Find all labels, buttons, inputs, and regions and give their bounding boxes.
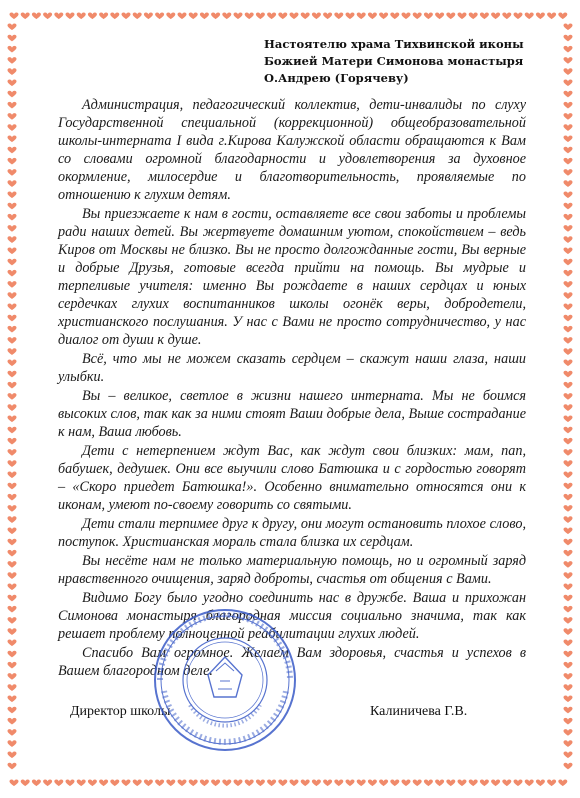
- heart-icon: [424, 12, 433, 19]
- heart-icon: [563, 606, 572, 613]
- heart-icon: [469, 779, 478, 786]
- heart-icon: [563, 292, 572, 299]
- heart-icon: [7, 135, 16, 142]
- heart-icon: [7, 583, 16, 590]
- heart-icon: [43, 12, 52, 19]
- heart-icon: [413, 12, 422, 19]
- heart-icon: [256, 12, 265, 19]
- heart-icon: [7, 79, 16, 86]
- heart-icon: [121, 779, 130, 786]
- heart-icon: [7, 684, 16, 691]
- heart-icon: [563, 23, 572, 30]
- heart-icon: [7, 124, 16, 131]
- addressee-line-1: Настоятелю храма Тихвинской иконы: [264, 37, 524, 51]
- heart-icon: [401, 12, 410, 19]
- paragraph: Администрация, педагогический коллектив, дети-инвалиды по слуху Государственной специальной (коррекционной) общеобразовательной школы-интерната I вида г.Кирова Калужской области обращаются к Вам со словами огромной благодарности и удовлетворения за духовное окормление, милосердие и благотворительность, проявляемые по отношению к глухим детям.: [58, 97, 526, 203]
- heart-icon: [563, 270, 572, 277]
- heart-icon: [563, 471, 572, 478]
- heart-icon: [189, 779, 198, 786]
- heart-icon: [323, 779, 332, 786]
- heart-icon: [7, 35, 16, 42]
- heart-icon: [435, 12, 444, 19]
- heart-icon: [563, 326, 572, 333]
- official-seal-stamp: [150, 605, 300, 755]
- heart-icon: [7, 102, 16, 109]
- heart-icon: [379, 779, 388, 786]
- heart-icon: [99, 779, 108, 786]
- heart-icon: [7, 471, 16, 478]
- heart-icon: [144, 779, 153, 786]
- heart-icon: [491, 779, 500, 786]
- heart-icon: [7, 292, 16, 299]
- heart-icon: [513, 779, 522, 786]
- heart-icon: [9, 779, 18, 786]
- heart-icon: [368, 779, 377, 786]
- heart-icon: [21, 779, 30, 786]
- heart-icon: [563, 673, 572, 680]
- heart-icon: [7, 494, 16, 501]
- heart-icon: [7, 23, 16, 30]
- heart-icon: [267, 779, 276, 786]
- heart-icon: [177, 779, 186, 786]
- heart-icon: [563, 729, 572, 736]
- letter-body: [58, 96, 526, 681]
- heart-icon: [32, 12, 41, 19]
- heart-icon: [267, 12, 276, 19]
- heart-icon: [7, 247, 16, 254]
- heart-icon: [563, 639, 572, 646]
- heart-icon: [379, 12, 388, 19]
- heart-icon: [7, 527, 16, 534]
- heart-icon: [245, 12, 254, 19]
- heart-icon: [345, 12, 354, 19]
- heart-icon: [7, 91, 16, 98]
- heart-icon: [7, 348, 16, 355]
- heart-icon: [563, 225, 572, 232]
- heart-icon: [536, 779, 545, 786]
- heart-icon: [513, 12, 522, 19]
- heart-icon: [289, 779, 298, 786]
- heart-icon: [222, 12, 231, 19]
- paragraph: Спасибо Вам огромное. Желаем Вам здоровья, счастья и успехов в Вашем благородном деле.: [58, 645, 526, 679]
- heart-icon: [563, 449, 572, 456]
- heart-icon: [133, 779, 142, 786]
- heart-icon: [7, 572, 16, 579]
- heart-icon: [7, 281, 16, 288]
- heart-icon: [563, 348, 572, 355]
- heart-icon: [7, 113, 16, 120]
- heart-icon: [536, 12, 545, 19]
- heart-icon: [563, 382, 572, 389]
- heart-icon: [289, 12, 298, 19]
- paragraph: Вы – великое, светлое в жизни нашего интерната. Мы не боимся высоких слов, так как за ними стоят Ваши добрые дела, Выше сострадание к нам, Ваша любовь.: [58, 388, 526, 440]
- heart-icon: [334, 779, 343, 786]
- heart-icon: [43, 779, 52, 786]
- heart-icon: [547, 779, 556, 786]
- heart-icon: [457, 12, 466, 19]
- heart-icon: [563, 180, 572, 187]
- heart-icon: [121, 12, 130, 19]
- heart-icon: [9, 12, 18, 19]
- heart-icon: [312, 12, 321, 19]
- heart-icon: [166, 779, 175, 786]
- heart-icon: [563, 707, 572, 714]
- heart-icon: [563, 751, 572, 758]
- heart-icon: [446, 12, 455, 19]
- heart-icon: [446, 779, 455, 786]
- heart-icon: [7, 315, 16, 322]
- heart-icon: [401, 779, 410, 786]
- heart-icon: [88, 779, 97, 786]
- heart-icon: [563, 79, 572, 86]
- heart-icon: [233, 12, 242, 19]
- heart-icon: [7, 68, 16, 75]
- heart-icon: [312, 779, 321, 786]
- heart-icon: [155, 779, 164, 786]
- signer-name: Калиничева Г.В.: [370, 704, 468, 719]
- heart-icon: [563, 763, 572, 770]
- heart-icon: [7, 259, 16, 266]
- heart-icon: [54, 779, 63, 786]
- heart-icon: [7, 147, 16, 154]
- heart-icon: [177, 12, 186, 19]
- heart-icon: [563, 516, 572, 523]
- paragraph: Вы приезжаете к нам в гости, оставляете все свои заботы и проблемы ради наших детей. Вы жертвуете домашним уютом, спокойствием – ведь Киров от Москвы не близко. Вы не просто долгожданные гости, Вы верные и добрые Друзья, готовые всегда прийти на помощь. Вы мудрые и терпеливые учителя: именно Вы рождаете в наших сердцах и юных сердечках глухих воспитанников школы огонёк веры, добродетели, христианского послушания. У нас с Вами не просто сотрудничество, у нас диалог от души к душе.: [58, 206, 526, 348]
- heart-icon: [99, 12, 108, 19]
- heart-icon: [563, 740, 572, 747]
- heart-icon: [301, 779, 310, 786]
- heart-icon: [563, 662, 572, 669]
- addressee-block: [264, 36, 534, 87]
- heart-icon: [563, 158, 572, 165]
- heart-icon: [563, 494, 572, 501]
- heart-icon: [390, 779, 399, 786]
- signer-title: Директор школы: [70, 704, 171, 719]
- heart-icon: [7, 628, 16, 635]
- heart-icon: [7, 225, 16, 232]
- heart-icon: [563, 628, 572, 635]
- heart-icon: [563, 191, 572, 198]
- heart-icon: [7, 595, 16, 602]
- paragraph: Видимо Богу было угодно соединить нас в дружбе. Ваша и прихожан Симонова монастыря благородная миссия социально значима, так как решает проблему полноценной реабилитации глухих людей.: [58, 590, 526, 642]
- heart-icon: [7, 763, 16, 770]
- heart-icon: [88, 12, 97, 19]
- heart-icon: [491, 12, 500, 19]
- heart-icon: [563, 214, 572, 221]
- heart-icon: [7, 359, 16, 366]
- heart-icon: [32, 779, 41, 786]
- heart-icon: [110, 779, 119, 786]
- heart-icon: [211, 779, 220, 786]
- heart-icon: [245, 779, 254, 786]
- heart-icon: [525, 12, 534, 19]
- heart-icon: [7, 516, 16, 523]
- heart-icon: [133, 12, 142, 19]
- paragraph: Вы несёте нам не только материальную помощь, но и огромный заряд нравственного очищения, заряд доброты, счастья от общения с Вами.: [58, 553, 526, 587]
- heart-icon: [413, 779, 422, 786]
- heart-icon: [7, 639, 16, 646]
- heart-icon: [7, 371, 16, 378]
- heart-icon: [7, 449, 16, 456]
- heart-icon: [563, 393, 572, 400]
- heart-icon: [144, 12, 153, 19]
- heart-icon: [256, 779, 265, 786]
- heart-icon: [502, 12, 511, 19]
- heart-icon: [563, 147, 572, 154]
- heart-icon: [7, 606, 16, 613]
- heart-icon: [563, 359, 572, 366]
- heart-icon: [563, 460, 572, 467]
- heart-icon: [7, 427, 16, 434]
- heart-icon: [563, 505, 572, 512]
- heart-icon: [7, 483, 16, 490]
- heart-icon: [7, 740, 16, 747]
- heart-icon: [7, 57, 16, 64]
- heart-icon: [563, 135, 572, 142]
- heart-icon: [563, 718, 572, 725]
- heart-icon: [563, 102, 572, 109]
- heart-icon: [457, 779, 466, 786]
- heart-icon: [502, 779, 511, 786]
- heart-icon: [7, 203, 16, 210]
- addressee-line-3: О.Андрею (Горячеву): [264, 71, 409, 85]
- heart-icon: [7, 270, 16, 277]
- heart-icon: [563, 91, 572, 98]
- heart-icon: [7, 169, 16, 176]
- heart-icon: [563, 550, 572, 557]
- paragraph: Дети с нетерпением ждут Вас, как ждут свои близких: мам, пап, бабушек, дедушек. Они все выучили слово Батюшка и с гордостью говорят – «Скоро приедет Батюшка!». Особенно внимательно относятся они к иконам, умеют по-своему говорить со святыми.: [58, 443, 526, 513]
- heart-icon: [7, 326, 16, 333]
- heart-icon: [563, 572, 572, 579]
- addressee-line-2: Божией Матери Симонова монастыря: [264, 54, 524, 68]
- heart-icon: [563, 203, 572, 210]
- heart-icon: [200, 12, 209, 19]
- heart-icon: [563, 68, 572, 75]
- heart-icon: [563, 35, 572, 42]
- heart-icon: [435, 779, 444, 786]
- heart-icon: [563, 247, 572, 254]
- heart-icon: [357, 12, 366, 19]
- heart-icon: [563, 169, 572, 176]
- heart-icon: [368, 12, 377, 19]
- heart-icon: [7, 651, 16, 658]
- heart-icon: [563, 303, 572, 310]
- heart-icon: [558, 12, 567, 19]
- heart-icon: [7, 561, 16, 568]
- heart-icon: [563, 236, 572, 243]
- heart-icon: [233, 779, 242, 786]
- heart-icon: [7, 214, 16, 221]
- heart-icon: [7, 662, 16, 669]
- heart-icon: [7, 751, 16, 758]
- heart-icon: [563, 259, 572, 266]
- heart-icon: [7, 393, 16, 400]
- heart-icon: [77, 779, 86, 786]
- heart-icon: [563, 124, 572, 131]
- heart-icon: [563, 583, 572, 590]
- heart-icon: [7, 236, 16, 243]
- heart-icon: [563, 113, 572, 120]
- heart-icon: [200, 779, 209, 786]
- heart-icon: [334, 12, 343, 19]
- heart-icon: [563, 539, 572, 546]
- heart-icon: [563, 695, 572, 702]
- paragraph: Дети стали терпимее друг к другу, они могут остановить плохое слово, поступок. Христианская мораль стала близка их сердцам.: [58, 516, 526, 550]
- heart-icon: [563, 281, 572, 288]
- heart-icon: [7, 46, 16, 53]
- heart-icon: [563, 617, 572, 624]
- heart-icon: [7, 382, 16, 389]
- heart-icon: [390, 12, 399, 19]
- heart-icon: [7, 180, 16, 187]
- heart-icon: [357, 779, 366, 786]
- heart-icon: [563, 371, 572, 378]
- heart-icon: [21, 12, 30, 19]
- heart-icon: [7, 337, 16, 344]
- heart-icon: [558, 779, 567, 786]
- heart-icon: [7, 191, 16, 198]
- heart-icon: [345, 779, 354, 786]
- heart-icon: [7, 550, 16, 557]
- heart-icon: [547, 12, 556, 19]
- heart-icon: [7, 695, 16, 702]
- heart-icon: [563, 315, 572, 322]
- heart-icon: [563, 427, 572, 434]
- heart-icon: [7, 158, 16, 165]
- heart-icon: [7, 729, 16, 736]
- heart-icon: [211, 12, 220, 19]
- heart-icon: [563, 527, 572, 534]
- heart-icon: [563, 57, 572, 64]
- heart-icon: [7, 415, 16, 422]
- heart-icon: [189, 12, 198, 19]
- heart-icon: [301, 12, 310, 19]
- heart-icon: [222, 779, 231, 786]
- heart-icon: [77, 12, 86, 19]
- heart-icon: [480, 12, 489, 19]
- heart-icon: [7, 404, 16, 411]
- heart-icon: [480, 779, 489, 786]
- heart-icon: [563, 404, 572, 411]
- heart-icon: [7, 303, 16, 310]
- heart-icon: [525, 779, 534, 786]
- heart-icon: [424, 779, 433, 786]
- heart-icon: [563, 483, 572, 490]
- heart-icon: [54, 12, 63, 19]
- heart-icon: [7, 460, 16, 467]
- heart-icon: [563, 438, 572, 445]
- heart-icon: [278, 779, 287, 786]
- heart-icon: [166, 12, 175, 19]
- heart-icon: [563, 415, 572, 422]
- heart-icon: [65, 779, 74, 786]
- heart-icon: [7, 539, 16, 546]
- heart-icon: [110, 12, 119, 19]
- heart-icon: [155, 12, 164, 19]
- heart-icon: [7, 505, 16, 512]
- heart-icon: [7, 707, 16, 714]
- heart-icon: [563, 561, 572, 568]
- heart-icon: [278, 12, 287, 19]
- heart-icon: [563, 651, 572, 658]
- heart-icon: [65, 12, 74, 19]
- heart-icon: [7, 718, 16, 725]
- heart-icon: [7, 438, 16, 445]
- heart-icon: [323, 12, 332, 19]
- heart-icon: [563, 46, 572, 53]
- heart-icon: [563, 337, 572, 344]
- heart-icon: [469, 12, 478, 19]
- heart-icon: [563, 595, 572, 602]
- heart-icon: [7, 617, 16, 624]
- paragraph: Всё, что мы не можем сказать сердцем – скажут наши глаза, наши улыбки.: [58, 351, 526, 385]
- heart-icon: [7, 673, 16, 680]
- heart-icon: [563, 684, 572, 691]
